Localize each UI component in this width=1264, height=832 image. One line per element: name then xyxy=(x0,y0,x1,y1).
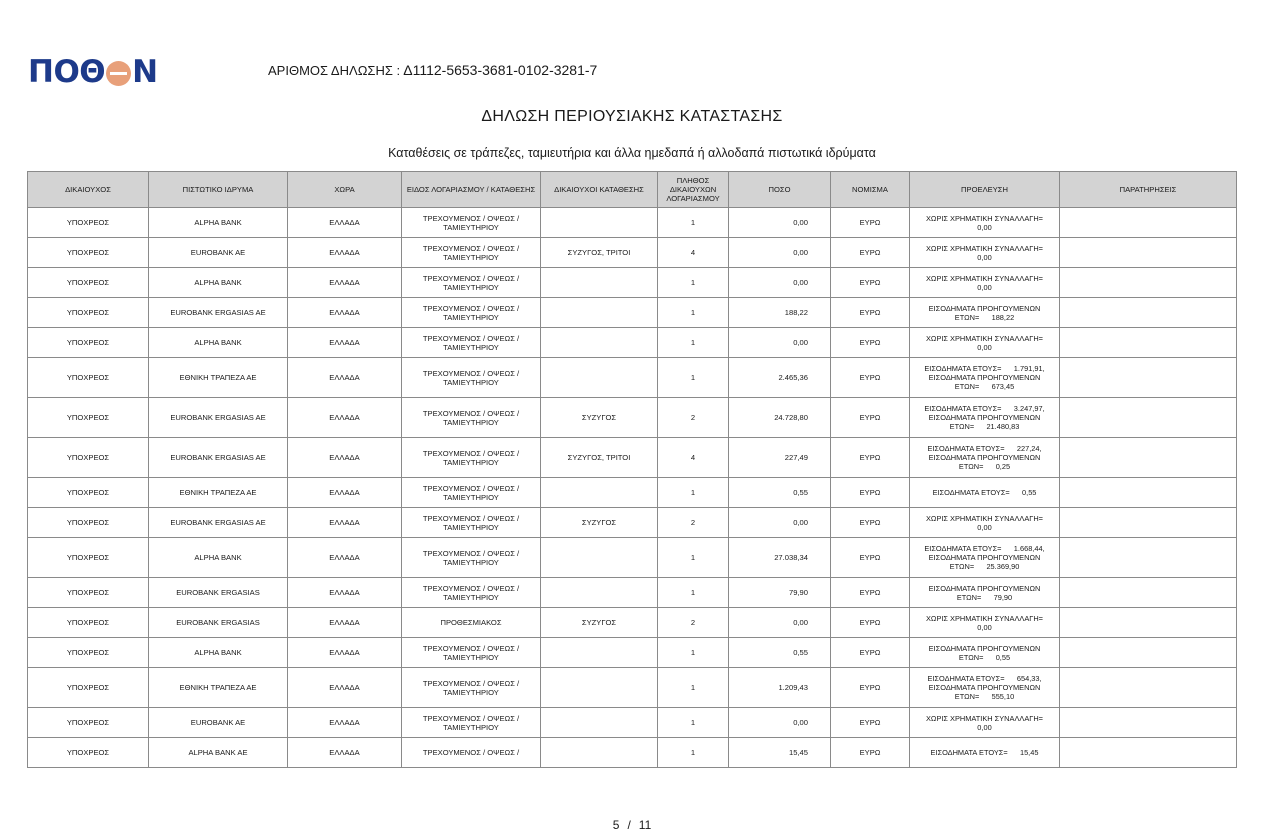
cell-amount: 0,55 xyxy=(729,478,831,508)
cell-owner: ΥΠΟΧΡΕΟΣ xyxy=(28,358,149,398)
cell-origin xyxy=(910,638,1060,668)
cell-currency: ΕΥΡΩ xyxy=(831,438,910,478)
cell-country: ΕΛΛΑΔΑ xyxy=(288,398,402,438)
cell-origin xyxy=(910,608,1060,638)
origin-line: ΧΩΡΙΣ ΧΡΗΜΑΤΙΚΗ ΣΥΝΑΛΛΑΓΗ= xyxy=(926,333,1043,343)
cell-bank: ΕΘΝΙΚΗ ΤΡΑΠΕΖΑ ΑΕ xyxy=(149,478,288,508)
origin-line: ΕΙΣΟΔΗΜΑΤΑ ΠΡΟΗΓΟΥΜΕΝΩΝ xyxy=(928,373,1041,382)
cell-notes xyxy=(1060,208,1237,238)
cell-bank: EUROBANK ERGASIAS AE xyxy=(149,438,288,478)
deposits-table xyxy=(27,171,1237,768)
cell-count: 1 xyxy=(658,478,729,508)
cell-origin xyxy=(910,508,1060,538)
origin-line: ΕΙΣΟΔΗΜΑΤΑ ΕΤΟΥΣ= 654,33, xyxy=(927,674,1042,683)
col-country-header: ΧΩΡΑ xyxy=(288,172,402,208)
cell-country: ΕΛΛΑΔΑ xyxy=(288,538,402,578)
cell-country: ΕΛΛΑΔΑ xyxy=(288,668,402,708)
cell-type: ΤΡΕΧΟΥΜΕΝΟΣ / ΟΨΕΩΣ / xyxy=(402,738,541,768)
page-indicator xyxy=(0,818,1264,832)
cell-notes xyxy=(1060,398,1237,438)
cell-count: 1 xyxy=(658,738,729,768)
page-separator: / xyxy=(627,818,631,832)
origin-line: 0,00 xyxy=(977,342,992,352)
cell-type: ΤΡΕΧΟΥΜΕΝΟΣ / ΟΨΕΩΣ / ΤΑΜΙΕΥΤΗΡΙΟΥ xyxy=(402,358,541,398)
table-row xyxy=(28,668,1237,708)
cell-owner: ΥΠΟΧΡΕΟΣ xyxy=(28,578,149,608)
logo xyxy=(28,55,158,89)
cell-amount: 0,00 xyxy=(729,208,831,238)
cell-country: ΕΛΛΑΔΑ xyxy=(288,708,402,738)
cell-co-owners xyxy=(541,708,658,738)
cell-co-owners xyxy=(541,268,658,298)
cell-country: ΕΛΛΑΔΑ xyxy=(288,438,402,478)
declaration-number-line xyxy=(268,62,597,78)
cell-bank: EUROBANK AE xyxy=(149,708,288,738)
section-subtitle: Καταθέσεις σε τράπεζες, ταμιευτήρια και άλλα ημεδαπά ή αλλοδαπά πιστωτικά ιδρύματα xyxy=(388,146,876,160)
table-row xyxy=(28,398,1237,438)
cell-co-owners xyxy=(541,208,658,238)
cell-bank: EUROBANK ERGASIAS AE xyxy=(149,398,288,438)
cell-origin xyxy=(910,208,1060,238)
origin-line: ΕΤΩΝ= 188,22 xyxy=(954,312,1015,322)
cell-type: ΤΡΕΧΟΥΜΕΝΟΣ / ΟΨΕΩΣ / ΤΑΜΙΕΥΤΗΡΙΟΥ xyxy=(402,478,541,508)
table-row xyxy=(28,298,1237,328)
cell-co-owners xyxy=(541,578,658,608)
cell-currency: ΕΥΡΩ xyxy=(831,668,910,708)
cell-owner: ΥΠΟΧΡΕΟΣ xyxy=(28,538,149,578)
cell-notes xyxy=(1060,608,1237,638)
cell-notes xyxy=(1060,508,1237,538)
cell-type: ΤΡΕΧΟΥΜΕΝΟΣ / ΟΨΕΩΣ / ΤΑΜΙΕΥΤΗΡΙΟΥ xyxy=(402,328,541,358)
origin-line: ΧΩΡΙΣ ΧΡΗΜΑΤΙΚΗ ΣΥΝΑΛΛΑΓΗ= xyxy=(926,213,1043,223)
cell-amount: 79,90 xyxy=(729,578,831,608)
origin-line: ΕΙΣΟΔΗΜΑΤΑ ΠΡΟΗΓΟΥΜΕΝΩΝ xyxy=(928,583,1041,593)
cell-type: ΤΡΕΧΟΥΜΕΝΟΣ / ΟΨΕΩΣ / ΤΑΜΙΕΥΤΗΡΙΟΥ xyxy=(402,208,541,238)
cell-notes xyxy=(1060,738,1237,768)
cell-currency: ΕΥΡΩ xyxy=(831,358,910,398)
cell-bank: ALPHA BANK xyxy=(149,538,288,578)
cell-count: 1 xyxy=(658,668,729,708)
cell-bank: ALPHA BANK AE xyxy=(149,738,288,768)
cell-count: 1 xyxy=(658,358,729,398)
declaration-label: ΑΡΙΘΜΟΣ ΔΗΛΩΣΗΣ : xyxy=(268,63,401,78)
cell-currency: ΕΥΡΩ xyxy=(831,708,910,738)
logo-text-right: Ν xyxy=(132,53,158,90)
col-notes-header: ΠΑΡΑΤΗΡΗΣΕΙΣ xyxy=(1060,172,1237,208)
cell-count: 1 xyxy=(658,298,729,328)
col-amount-header: ΠΟΣΟ xyxy=(729,172,831,208)
cell-origin xyxy=(910,238,1060,268)
origin-line: ΕΤΩΝ= 0,25 xyxy=(958,462,1011,471)
origin-line: ΕΙΣΟΔΗΜΑΤΑ ΕΤΟΥΣ= 227,24, xyxy=(927,444,1042,453)
cell-country: ΕΛΛΑΔΑ xyxy=(288,358,402,398)
cell-owner: ΥΠΟΧΡΕΟΣ xyxy=(28,238,149,268)
cell-notes xyxy=(1060,298,1237,328)
cell-notes xyxy=(1060,238,1237,268)
origin-line: 0,00 xyxy=(977,222,992,232)
col-type-header: ΕΙΔΟΣ ΛΟΓΑΡΙΑΣΜΟΥ / ΚΑΤΑΘΕΣΗΣ xyxy=(402,172,541,208)
page-title: ΔΗΛΩΣΗ ΠΕΡΙΟΥΣΙΑΚΗΣ ΚΑΤΑΣΤΑΣΗΣ xyxy=(481,108,783,125)
cell-amount: 1.209,43 xyxy=(729,668,831,708)
cell-co-owners xyxy=(541,668,658,708)
cell-count: 1 xyxy=(658,268,729,298)
col-bank-header: ΠΙΣΤΩΤΙΚΟ ΙΔΡΥΜΑ xyxy=(149,172,288,208)
origin-line: ΕΤΩΝ= 79,90 xyxy=(956,592,1013,602)
cell-owner: ΥΠΟΧΡΕΟΣ xyxy=(28,398,149,438)
origin-line: ΧΩΡΙΣ ΧΡΗΜΑΤΙΚΗ ΣΥΝΑΛΛΑΓΗ= xyxy=(926,613,1043,623)
cell-type: ΤΡΕΧΟΥΜΕΝΟΣ / ΟΨΕΩΣ / ΤΑΜΙΕΥΤΗΡΙΟΥ xyxy=(402,578,541,608)
cell-notes xyxy=(1060,538,1237,578)
cell-origin xyxy=(910,298,1060,328)
cell-currency: ΕΥΡΩ xyxy=(831,238,910,268)
cell-count: 1 xyxy=(658,328,729,358)
origin-line: 0,00 xyxy=(977,622,992,632)
cell-bank: ALPHA BANK xyxy=(149,208,288,238)
table-row xyxy=(28,638,1237,668)
origin-line: ΕΙΣΟΔΗΜΑΤΑ ΠΡΟΗΓΟΥΜΕΝΩΝ xyxy=(928,553,1041,562)
origin-line: ΕΙΣΟΔΗΜΑΤΑ ΕΤΟΥΣ= 1.668,44, xyxy=(924,544,1045,553)
cell-owner: ΥΠΟΧΡΕΟΣ xyxy=(28,638,149,668)
cell-amount: 2.465,36 xyxy=(729,358,831,398)
cell-bank: EUROBANK ERGASIAS AE xyxy=(149,508,288,538)
cell-currency: ΕΥΡΩ xyxy=(831,538,910,578)
table-row xyxy=(28,538,1237,578)
cell-currency: ΕΥΡΩ xyxy=(831,578,910,608)
table-row xyxy=(28,208,1237,238)
origin-line: 0,00 xyxy=(977,522,992,532)
cell-country: ΕΛΛΑΔΑ xyxy=(288,478,402,508)
origin-line: ΕΙΣΟΔΗΜΑΤΑ ΕΤΟΥΣ= 15,45 xyxy=(930,748,1039,757)
cell-type: ΤΡΕΧΟΥΜΕΝΟΣ / ΟΨΕΩΣ / ΤΑΜΙΕΥΤΗΡΙΟΥ xyxy=(402,708,541,738)
table-body xyxy=(28,208,1237,768)
cell-origin xyxy=(910,438,1060,478)
cell-notes xyxy=(1060,268,1237,298)
origin-line: 0,00 xyxy=(977,252,992,262)
cell-origin xyxy=(910,268,1060,298)
cell-origin xyxy=(910,478,1060,508)
cell-amount: 0,00 xyxy=(729,608,831,638)
cell-currency: ΕΥΡΩ xyxy=(831,508,910,538)
cell-country: ΕΛΛΑΔΑ xyxy=(288,578,402,608)
cell-count: 1 xyxy=(658,538,729,578)
cell-owner: ΥΠΟΧΡΕΟΣ xyxy=(28,438,149,478)
col-co-owners-header: ΔΙΚΑΙΟΥΧΟΙ ΚΑΤΑΘΕΣΗΣ xyxy=(541,172,658,208)
cell-amount: 227,49 xyxy=(729,438,831,478)
cell-owner: ΥΠΟΧΡΕΟΣ xyxy=(28,478,149,508)
cell-currency: ΕΥΡΩ xyxy=(831,478,910,508)
cell-co-owners xyxy=(541,538,658,578)
table-row xyxy=(28,578,1237,608)
cell-origin xyxy=(910,708,1060,738)
table-row xyxy=(28,478,1237,508)
table-row xyxy=(28,358,1237,398)
origin-line: ΧΩΡΙΣ ΧΡΗΜΑΤΙΚΗ ΣΥΝΑΛΛΑΓΗ= xyxy=(926,513,1043,523)
origin-line: ΕΙΣΟΔΗΜΑΤΑ ΕΤΟΥΣ= 1.791,91, xyxy=(924,364,1045,373)
cell-origin xyxy=(910,358,1060,398)
col-origin-header: ΠΡΟΕΛΕΥΣΗ xyxy=(910,172,1060,208)
col-count-header: ΠΛΗΘΟΣ ΔΙΚΑΙΟΥΧΩΝ ΛΟΓΑΡΙΑΣΜΟΥ xyxy=(658,172,729,208)
cell-co-owners xyxy=(541,328,658,358)
logo-mark-icon xyxy=(106,61,131,86)
cell-bank: EUROBANK ERGASIAS xyxy=(149,608,288,638)
cell-count: 4 xyxy=(658,238,729,268)
cell-amount: 15,45 xyxy=(729,738,831,768)
origin-line: ΕΙΣΟΔΗΜΑΤΑ ΠΡΟΗΓΟΥΜΕΝΩΝ xyxy=(928,413,1041,422)
cell-co-owners: ΣΥΖΥΓΟΣ xyxy=(541,608,658,638)
col-currency-header: ΝΟΜΙΣΜΑ xyxy=(831,172,910,208)
table-row xyxy=(28,238,1237,268)
origin-line: 0,00 xyxy=(977,722,992,732)
cell-notes xyxy=(1060,478,1237,508)
origin-line: ΕΙΣΟΔΗΜΑΤΑ ΕΤΟΥΣ= 0,55 xyxy=(932,488,1037,497)
cell-bank: EUROBANK ERGASIAS AE xyxy=(149,298,288,328)
table-row xyxy=(28,328,1237,358)
logo-text-left: ΠΟΘ xyxy=(28,53,106,90)
cell-amount: 0,00 xyxy=(729,708,831,738)
cell-country: ΕΛΛΑΔΑ xyxy=(288,268,402,298)
cell-count: 1 xyxy=(658,708,729,738)
cell-co-owners: ΣΥΖΥΓΟΣ, ΤΡΙΤΟΙ xyxy=(541,438,658,478)
cell-country: ΕΛΛΑΔΑ xyxy=(288,508,402,538)
page-total: 11 xyxy=(638,818,652,832)
cell-notes xyxy=(1060,638,1237,668)
cell-amount: 0,00 xyxy=(729,268,831,298)
cell-currency: ΕΥΡΩ xyxy=(831,298,910,328)
cell-bank: ΕΘΝΙΚΗ ΤΡΑΠΕΖΑ ΑΕ xyxy=(149,668,288,708)
origin-line: ΕΤΩΝ= 673,45 xyxy=(954,382,1015,391)
cell-country: ΕΛΛΑΔΑ xyxy=(288,238,402,268)
cell-origin xyxy=(910,328,1060,358)
cell-type: ΤΡΕΧΟΥΜΕΝΟΣ / ΟΨΕΩΣ / ΤΑΜΙΕΥΤΗΡΙΟΥ xyxy=(402,438,541,478)
cell-count: 1 xyxy=(658,208,729,238)
cell-count: 1 xyxy=(658,578,729,608)
cell-bank: ALPHA BANK xyxy=(149,328,288,358)
origin-line: ΕΤΩΝ= 0,55 xyxy=(958,652,1011,662)
cell-owner: ΥΠΟΧΡΕΟΣ xyxy=(28,508,149,538)
cell-country: ΕΛΛΑΔΑ xyxy=(288,208,402,238)
cell-amount: 0,00 xyxy=(729,328,831,358)
cell-notes xyxy=(1060,438,1237,478)
cell-count: 4 xyxy=(658,438,729,478)
cell-country: ΕΛΛΑΔΑ xyxy=(288,608,402,638)
cell-type: ΤΡΕΧΟΥΜΕΝΟΣ / ΟΨΕΩΣ / ΤΑΜΙΕΥΤΗΡΙΟΥ xyxy=(402,268,541,298)
cell-country: ΕΛΛΑΔΑ xyxy=(288,638,402,668)
cell-amount: 188,22 xyxy=(729,298,831,328)
cell-owner: ΥΠΟΧΡΕΟΣ xyxy=(28,328,149,358)
cell-owner: ΥΠΟΧΡΕΟΣ xyxy=(28,708,149,738)
cell-amount: 0,00 xyxy=(729,508,831,538)
cell-bank: ALPHA BANK xyxy=(149,638,288,668)
cell-co-owners: ΣΥΖΥΓΟΣ, ΤΡΙΤΟΙ xyxy=(541,238,658,268)
origin-line: ΧΩΡΙΣ ΧΡΗΜΑΤΙΚΗ ΣΥΝΑΛΛΑΓΗ= xyxy=(926,713,1043,723)
cell-origin xyxy=(910,668,1060,708)
cell-currency: ΕΥΡΩ xyxy=(831,268,910,298)
cell-amount: 0,55 xyxy=(729,638,831,668)
origin-line: 0,00 xyxy=(977,282,992,292)
origin-line: ΧΩΡΙΣ ΧΡΗΜΑΤΙΚΗ ΣΥΝΑΛΛΑΓΗ= xyxy=(926,243,1043,253)
cell-notes xyxy=(1060,668,1237,708)
cell-count: 2 xyxy=(658,508,729,538)
col-owner-header: ΔΙΚΑΙΟΥΧΟΣ xyxy=(28,172,149,208)
page-current: 5 xyxy=(612,818,620,832)
origin-line: ΕΙΣΟΔΗΜΑΤΑ ΠΡΟΗΓΟΥΜΕΝΩΝ xyxy=(928,303,1041,313)
cell-currency: ΕΥΡΩ xyxy=(831,398,910,438)
cell-country: ΕΛΛΑΔΑ xyxy=(288,738,402,768)
cell-owner: ΥΠΟΧΡΕΟΣ xyxy=(28,738,149,768)
cell-country: ΕΛΛΑΔΑ xyxy=(288,328,402,358)
cell-type: ΠΡΟΘΕΣΜΙΑΚΟΣ xyxy=(402,608,541,638)
cell-country: ΕΛΛΑΔΑ xyxy=(288,298,402,328)
cell-co-owners: ΣΥΖΥΓΟΣ xyxy=(541,398,658,438)
cell-currency: ΕΥΡΩ xyxy=(831,208,910,238)
cell-currency: ΕΥΡΩ xyxy=(831,638,910,668)
cell-owner: ΥΠΟΧΡΕΟΣ xyxy=(28,608,149,638)
declaration-number: Δ1112-5653-3681-0102-3281-7 xyxy=(403,62,598,78)
cell-origin xyxy=(910,738,1060,768)
cell-co-owners xyxy=(541,478,658,508)
table-row xyxy=(28,268,1237,298)
cell-co-owners: ΣΥΖΥΓΟΣ xyxy=(541,508,658,538)
cell-notes xyxy=(1060,708,1237,738)
origin-line: ΕΤΩΝ= 21.480,83 xyxy=(949,422,1020,431)
table-row xyxy=(28,738,1237,768)
cell-co-owners xyxy=(541,738,658,768)
cell-bank: ALPHA BANK xyxy=(149,268,288,298)
cell-owner: ΥΠΟΧΡΕΟΣ xyxy=(28,668,149,708)
cell-bank: EUROBANK AE xyxy=(149,238,288,268)
cell-amount: 24.728,80 xyxy=(729,398,831,438)
cell-origin xyxy=(910,398,1060,438)
table-header-row xyxy=(28,172,1237,208)
cell-amount: 27.038,34 xyxy=(729,538,831,578)
cell-count: 1 xyxy=(658,638,729,668)
cell-origin xyxy=(910,538,1060,578)
table-row xyxy=(28,508,1237,538)
cell-notes xyxy=(1060,358,1237,398)
cell-currency: ΕΥΡΩ xyxy=(831,328,910,358)
cell-count: 2 xyxy=(658,398,729,438)
cell-owner: ΥΠΟΧΡΕΟΣ xyxy=(28,208,149,238)
cell-co-owners xyxy=(541,298,658,328)
cell-type: ΤΡΕΧΟΥΜΕΝΟΣ / ΟΨΕΩΣ / ΤΑΜΙΕΥΤΗΡΙΟΥ xyxy=(402,398,541,438)
cell-currency: ΕΥΡΩ xyxy=(831,738,910,768)
cell-currency: ΕΥΡΩ xyxy=(831,608,910,638)
cell-notes xyxy=(1060,578,1237,608)
cell-bank: EUROBANK ERGASIAS xyxy=(149,578,288,608)
origin-line: ΕΙΣΟΔΗΜΑΤΑ ΠΡΟΗΓΟΥΜΕΝΩΝ xyxy=(928,453,1041,462)
cell-count: 2 xyxy=(658,608,729,638)
cell-notes xyxy=(1060,328,1237,358)
cell-origin xyxy=(910,578,1060,608)
cell-type: ΤΡΕΧΟΥΜΕΝΟΣ / ΟΨΕΩΣ / ΤΑΜΙΕΥΤΗΡΙΟΥ xyxy=(402,538,541,578)
cell-owner: ΥΠΟΧΡΕΟΣ xyxy=(28,298,149,328)
cell-bank: ΕΘΝΙΚΗ ΤΡΑΠΕΖΑ ΑΕ xyxy=(149,358,288,398)
origin-line: ΕΙΣΟΔΗΜΑΤΑ ΠΡΟΗΓΟΥΜΕΝΩΝ xyxy=(928,683,1041,692)
table-row xyxy=(28,708,1237,738)
cell-type: ΤΡΕΧΟΥΜΕΝΟΣ / ΟΨΕΩΣ / ΤΑΜΙΕΥΤΗΡΙΟΥ xyxy=(402,508,541,538)
origin-line: ΧΩΡΙΣ ΧΡΗΜΑΤΙΚΗ ΣΥΝΑΛΛΑΓΗ= xyxy=(926,273,1043,283)
cell-co-owners xyxy=(541,638,658,668)
origin-line: ΕΤΩΝ= 25.369,90 xyxy=(949,562,1020,571)
origin-line: ΕΙΣΟΔΗΜΑΤΑ ΕΤΟΥΣ= 3.247,97, xyxy=(924,404,1045,413)
table-row xyxy=(28,438,1237,478)
cell-type: ΤΡΕΧΟΥΜΕΝΟΣ / ΟΨΕΩΣ / ΤΑΜΙΕΥΤΗΡΙΟΥ xyxy=(402,298,541,328)
cell-type: ΤΡΕΧΟΥΜΕΝΟΣ / ΟΨΕΩΣ / ΤΑΜΙΕΥΤΗΡΙΟΥ xyxy=(402,638,541,668)
table-row xyxy=(28,608,1237,638)
cell-type: ΤΡΕΧΟΥΜΕΝΟΣ / ΟΨΕΩΣ / ΤΑΜΙΕΥΤΗΡΙΟΥ xyxy=(402,238,541,268)
cell-type: ΤΡΕΧΟΥΜΕΝΟΣ / ΟΨΕΩΣ / ΤΑΜΙΕΥΤΗΡΙΟΥ xyxy=(402,668,541,708)
cell-amount: 0,00 xyxy=(729,238,831,268)
origin-line: ΕΤΩΝ= 555,10 xyxy=(954,692,1015,701)
cell-co-owners xyxy=(541,358,658,398)
cell-owner: ΥΠΟΧΡΕΟΣ xyxy=(28,268,149,298)
origin-line: ΕΙΣΟΔΗΜΑΤΑ ΠΡΟΗΓΟΥΜΕΝΩΝ xyxy=(928,643,1041,653)
